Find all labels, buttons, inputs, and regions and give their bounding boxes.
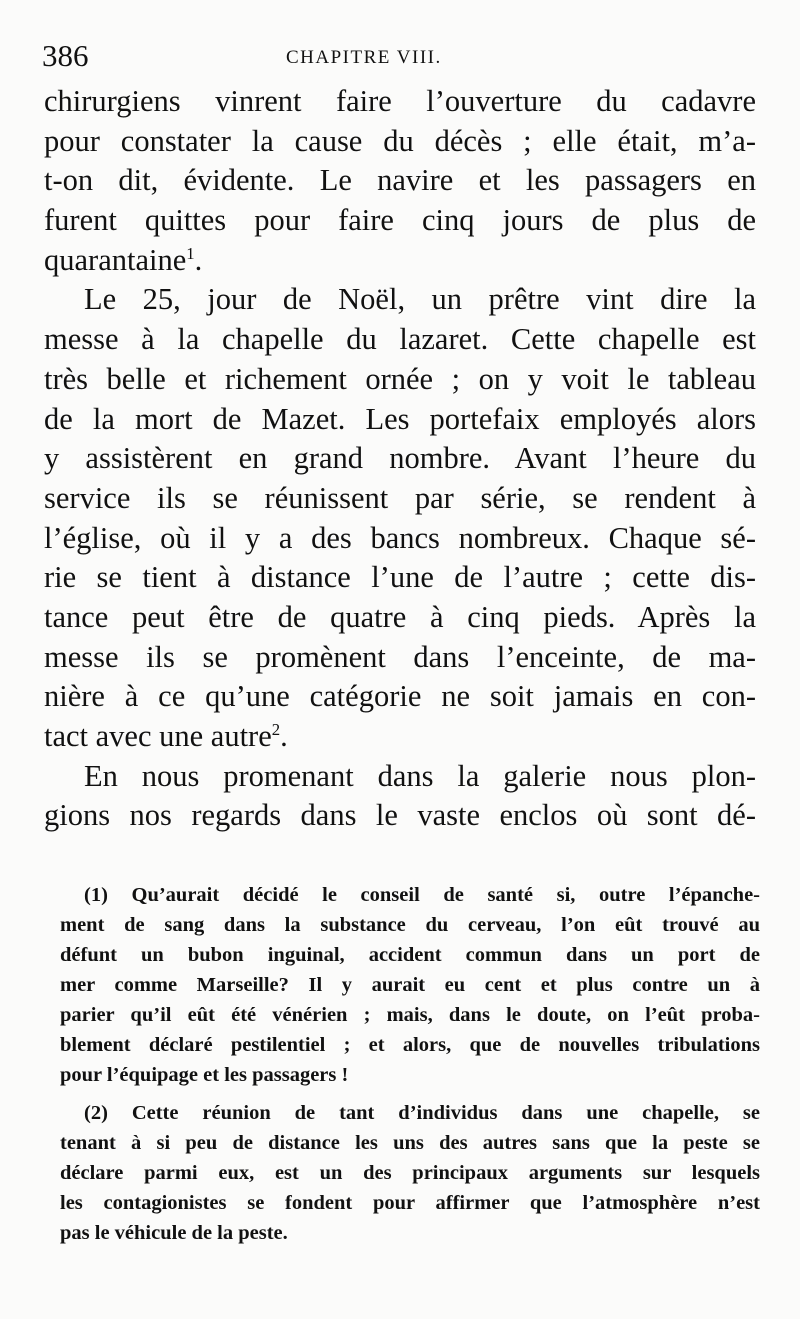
footnote-reference: 1 [186,243,195,263]
body-line [44,757,756,797]
body-line [44,677,756,717]
body-line-text: chirurgiens vinrent faire l’ouverture du cadavre [44,84,756,118]
body-line-text: gions nos regards dans le vaste enclos où sont dé- [44,798,756,833]
body-line-text: de la mort de Mazet. Les portefaix employés alors [44,401,756,436]
body-line-text: rie se tient à distance l’une de l’autre ; cette dis- [44,560,756,595]
page-number: 386 [42,38,89,73]
body-line [44,280,756,320]
footnotes [60,880,760,1248]
body-line-text: t-on dit, évidente. Le navire et les passagers en [44,163,756,198]
body-line [44,519,756,559]
footnote-line: (1) Qu’aurait décidé le conseil de santé si, outre l’épanche- [84,884,760,906]
footnote-line: (2) Cette réunion de tant d’individus dans une chapelle, se [84,1102,760,1124]
footnote-line: défunt un bubon inguinal, accident commun dans un port de [60,944,760,966]
body-line [44,82,756,122]
body-line-text: En nous promenant dans la galerie nous plon- [84,758,756,793]
body-line-text: l’église, où il y a des bancs nombreux. Chaque sé- [44,520,756,555]
footnote [60,880,760,1090]
body-line [44,598,756,638]
body-line-text: furent quittes pour faire cinq jours de plus de [44,203,756,238]
body-line-text: Le 25, jour de Noël, un prêtre vint dire la [84,282,756,317]
body-line-text: messe à la chapelle du lazaret. Cette chapelle est [44,322,756,357]
footnote-line: mer comme Marseille? Il y aurait eu cent et plus contre un à [60,974,760,996]
body-line [44,558,756,598]
footnote-reference: 2 [271,719,281,739]
body-line [44,161,756,201]
body-line-tail: . [280,719,288,753]
body-line [44,400,756,440]
footnote-line: les contagionistes se fondent pour affirmer que l’atmosphère n’est [60,1192,760,1214]
body-line-tail: . [194,242,203,277]
body-line [44,439,756,479]
body-line [44,479,756,519]
body-line-text: pour constater la cause du décès ; elle était, m’a- [44,123,756,158]
body-line-text: service ils se réunissent par série, se rendent à [44,480,756,515]
body-text [44,82,756,836]
body-line [44,717,756,757]
body-line-text: messe ils se promènent dans l’enceinte, de ma- [44,639,756,674]
body-line-text: tact avec une autre [44,719,272,753]
page-header [42,38,762,78]
footnote-line: déclare parmi eux, est un des principaux arguments sur lesquels [60,1162,760,1184]
body-line [44,122,756,162]
footnote [60,1098,760,1248]
body-line [44,320,756,360]
body-line [44,201,756,241]
body-line-text: y assistèrent en grand nombre. Avant l’heure du [44,441,756,476]
running-head: CHAPITRE VIII. [286,47,442,68]
footnote-line: pas le véhicule de la peste. [60,1222,288,1244]
footnote-gap [60,1090,760,1098]
footnote-line: blement déclaré pestilentiel ; et alors, que de nouvelles tribulations [60,1034,760,1056]
body-line-text: tance peut être de quatre à cinq pieds. Après la [44,599,756,634]
body-line [44,360,756,400]
body-line [44,638,756,678]
footnote-line: pour l’équipage et les passagers ! [60,1064,349,1086]
footnote-line: parier qu’il eût été vénérien ; mais, dans le doute, on l’eût proba- [60,1004,760,1026]
footnote-line: tenant à si peu de distance les uns des autres sans que la peste se [60,1132,760,1154]
footnote-line: ment de sang dans la substance du cerveau, l’on eût trouvé au [60,914,760,936]
body-line [44,241,756,281]
body-line-text: nière à ce qu’une catégorie ne soit jamais en con- [44,679,756,714]
body-line-text: quarantaine [44,242,187,277]
body-line [44,796,756,836]
body-line-text: très belle et richement ornée ; on y voit le tableau [44,361,756,396]
